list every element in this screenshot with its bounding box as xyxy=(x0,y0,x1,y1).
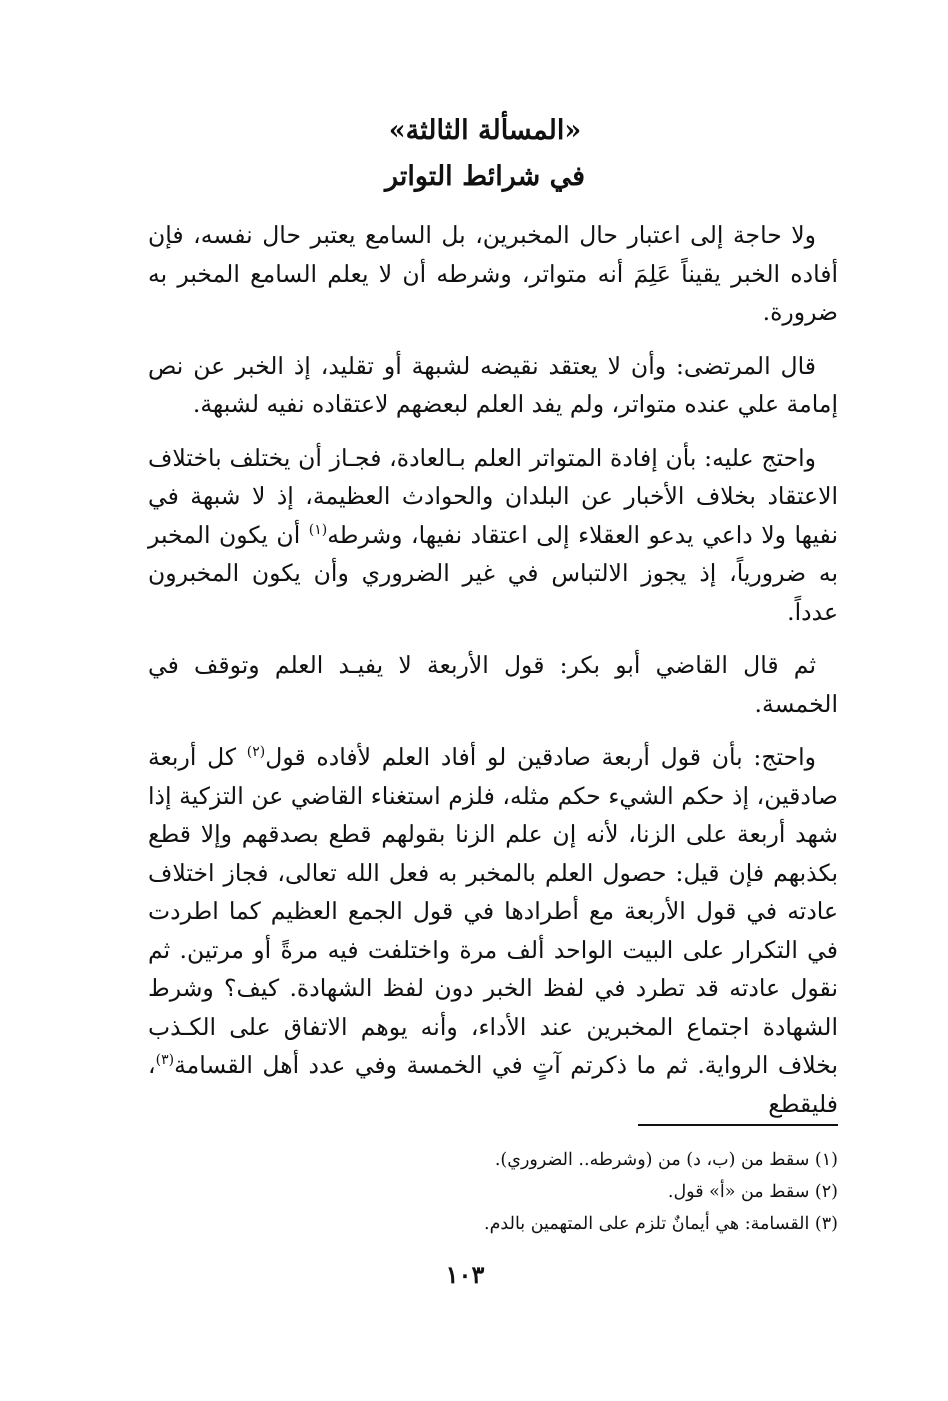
paragraph-2: قال المرتضى: وأن لا يعتقد نقيضه لشبهة أو تقليد، إذ الخبر عن نص إمامة علي عنده متواتر، ولم يفد العلم لبعضهم لاعتقاده نفيه لشبهة. xyxy=(148,351,838,418)
body-text xyxy=(148,216,838,1138)
section-title: «المسألة الثالثة» xyxy=(388,115,582,146)
paragraph-3 xyxy=(148,439,838,632)
paragraph-5 xyxy=(148,738,838,1123)
footnote-2: (٢) سقط من «أ» قول. xyxy=(667,1182,838,1202)
paragraph-4: ثم قال القاضي أبو بكر: قول الأربعة لا يفيـد العلم وتوقف في الخمسة. xyxy=(148,651,838,718)
footnote-ref-3: (٣) xyxy=(155,1052,175,1069)
paragraph-5-text-start: واحتج: بأن قول أربعة صادقين لو أفاد العلم لأفاده قول xyxy=(265,743,816,771)
paragraph-3-text-start: واحتج عليه: بأن إفادة المتواتر العلم بـالعادة، فجـاز أن يختلف باختلاف الاعتقاد بخلاف الأخبار عن البلدان والحوادث العظيمة، إذ لا شبهة في نفيها ولا داعي يدعو العقلاء إلى اعتقاد نفيها، وشرطه xyxy=(148,443,838,549)
footnote-ref-1: (١) xyxy=(308,521,328,538)
heading-block xyxy=(140,108,830,200)
paragraph-5-text-end: ، فليقطع xyxy=(148,1051,838,1118)
page-number: ١٠٣ xyxy=(445,1260,485,1289)
footnote-3: (٣) القسامة: هي أيمانٌ تلزم على المتهمين بالدم. xyxy=(484,1214,838,1234)
paragraph-3-text-end: أن يكون المخبر به ضرورياً، إذ يجوز الالتباس في غير الضروري وأن يكون المخبرون عدداً. xyxy=(148,520,838,626)
paragraph-1: ولا حاجة إلى اعتبار حال المخبرين، بل السامع يعتبر حال نفسه، فإن أفاده الخبر يقيناً عَلِمَ أنه متواتر، وشرطه أن لا يعلم السامع المخبر به ضرورة. xyxy=(148,221,838,326)
section-subtitle: في شرائط التواتر xyxy=(384,161,586,192)
footnote-ref-2: (٢) xyxy=(246,744,266,761)
footnotes xyxy=(148,1144,838,1240)
footnote-1: (١) سقط من (ب، د) من (وشرطه.. الضروري). xyxy=(494,1150,838,1170)
paragraph-5-text-middle: كل أربعة صادقين، إذ حكم الشيء حكم مثله، فلزم استغناء القاضي عن التزكية إذا شهد أربعة على الزنا، لأنه إن علم الزنا بقولهم قطع بصدقهم وإلا قطع بكذبهم فإن قيل: حصول العلم بالمخبر به فعل الله تعالى، فجاز اختلاف عادته في قول الأربعة مع أطرادها في قول الجمع العظيم كما اطردت في التكرار على البيت الواحد ألف مرة واختلفت فيه مرةً أو مرتين. ثم نقول عادته قد تطرد في لفظ الخبر دون لفظ الشهادة. كيف؟ وشرط الشهادة اجتماع المخبرين عند الأداء، وأنه يوهم الاتفاق على الكـذب بخلاف الرواية. ثم ما ذكرتم آتٍ في الخمسة وفي عدد أهل القسامة xyxy=(148,743,838,1079)
footnote-divider xyxy=(638,1124,838,1126)
